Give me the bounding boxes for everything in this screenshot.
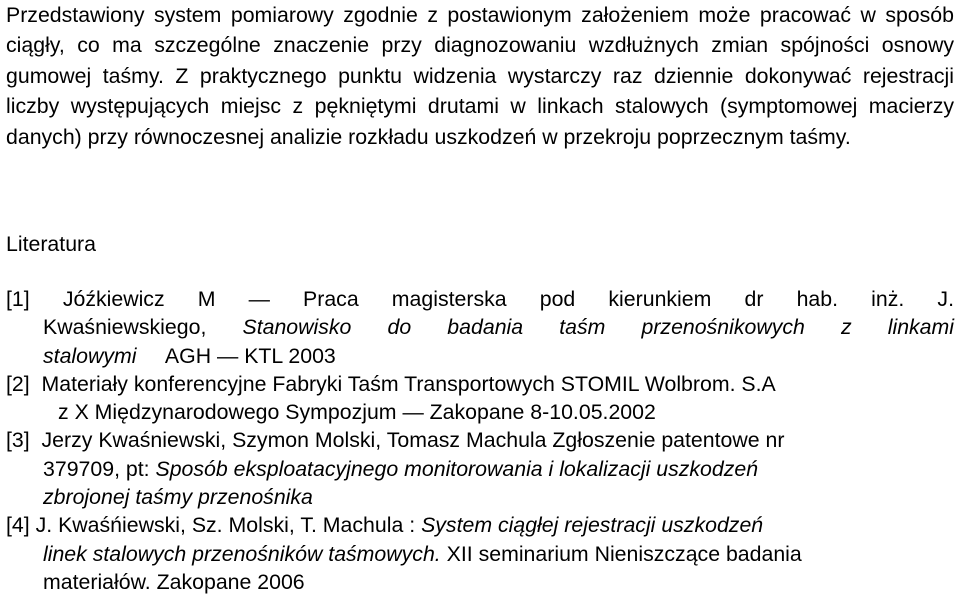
reference-3-line-3 — [6, 483, 954, 511]
reference-4-line-2 — [6, 540, 954, 568]
reference-4-number: [4] — [6, 513, 30, 538]
reference-1-number: [1] — [6, 287, 30, 311]
reference-2-line-2 — [6, 398, 954, 426]
body-paragraph: Przedstawiony system pomiarowy zgodnie z postawionym założeniem może pracować w sposób ciągły, co ma szczególne znaczenie przy diagnozowaniu wzdłużnych zmian spójności osnowy gumowej taśmy. Z praktycznego punktu widzenia wystarczy raz dziennie dokonywać rejestracji liczby występujących miejsc z pękniętymi drutami w linkach stalowych (symptomowej macierzy danych) przy równoczesnej analizie rozkładu uszkodzeń w przekroju poprzecznym taśmy. — [6, 3, 954, 149]
reference-1-line-1 — [6, 285, 954, 313]
literature-heading: Literatura — [6, 232, 96, 256]
reference-3-number: [3] — [6, 428, 30, 453]
document-page — [6, 0, 955, 594]
reference-3-title-end: zbrojonej taśmy przenośnika — [43, 485, 313, 510]
reference-1-title-end: stalowymi — [43, 343, 137, 368]
reference-4-authors: J. Kwaśńiewski, Sz. Molski, T. Machula : — [35, 513, 416, 538]
reference-3 — [6, 426, 954, 511]
reference-4-event: XII seminarium Nieniszczące badania — [446, 541, 802, 566]
reference-4-title-end: linek stalowych przenośników taśmowych. — [43, 541, 441, 566]
reference-1-line-2 — [6, 313, 954, 341]
reference-2-number: [2] — [6, 371, 30, 396]
reference-4-line-3 — [6, 568, 954, 596]
reference-3-title: Sposób eksploatacyjnego monitorowania i lokalizacji uszkodzeń — [155, 456, 759, 481]
reference-4-title: System ciągłej rejestracji uszkodzeń — [421, 513, 764, 538]
reference-3-line-1 — [6, 426, 954, 454]
reference-4-venue: materiałów. Zakopane 2006 — [43, 569, 305, 594]
reference-4-line-1 — [6, 511, 954, 539]
reference-1 — [6, 285, 954, 370]
reference-4 — [6, 511, 954, 596]
reference-2-text: Materiały konferencyjne Fabryki Taśm Transportowych STOMIL Wolbrom. S.A — [41, 371, 776, 396]
reference-2-text-continued: z X Międzynarodowego Sympozjum — Zakopane 8-10.05.2002 — [58, 400, 656, 425]
reference-2-line-1 — [6, 370, 954, 398]
reference-1-author: Kwaśniewskiego, — [43, 315, 207, 340]
reference-3-patent: 379709, pt: — [43, 456, 150, 481]
reference-3-text: Jerzy Kwaśniewski, Szymon Molski, Tomasz Machula Zgłoszenie patentowe nr — [41, 428, 785, 453]
reference-1-publisher: AGH — KTL 2003 — [164, 343, 336, 368]
reference-1-text: Jóźkiewicz M — Praca magisterska pod kierunkiem dr hab. inż. J. — [62, 287, 955, 311]
reference-1-line-3 — [6, 342, 954, 370]
reference-2 — [6, 370, 954, 427]
reference-1-title: Stanowisko do badania taśm przenośnikowych z linkami — [242, 315, 954, 340]
reference-list — [6, 285, 954, 596]
reference-3-line-2 — [6, 455, 954, 483]
